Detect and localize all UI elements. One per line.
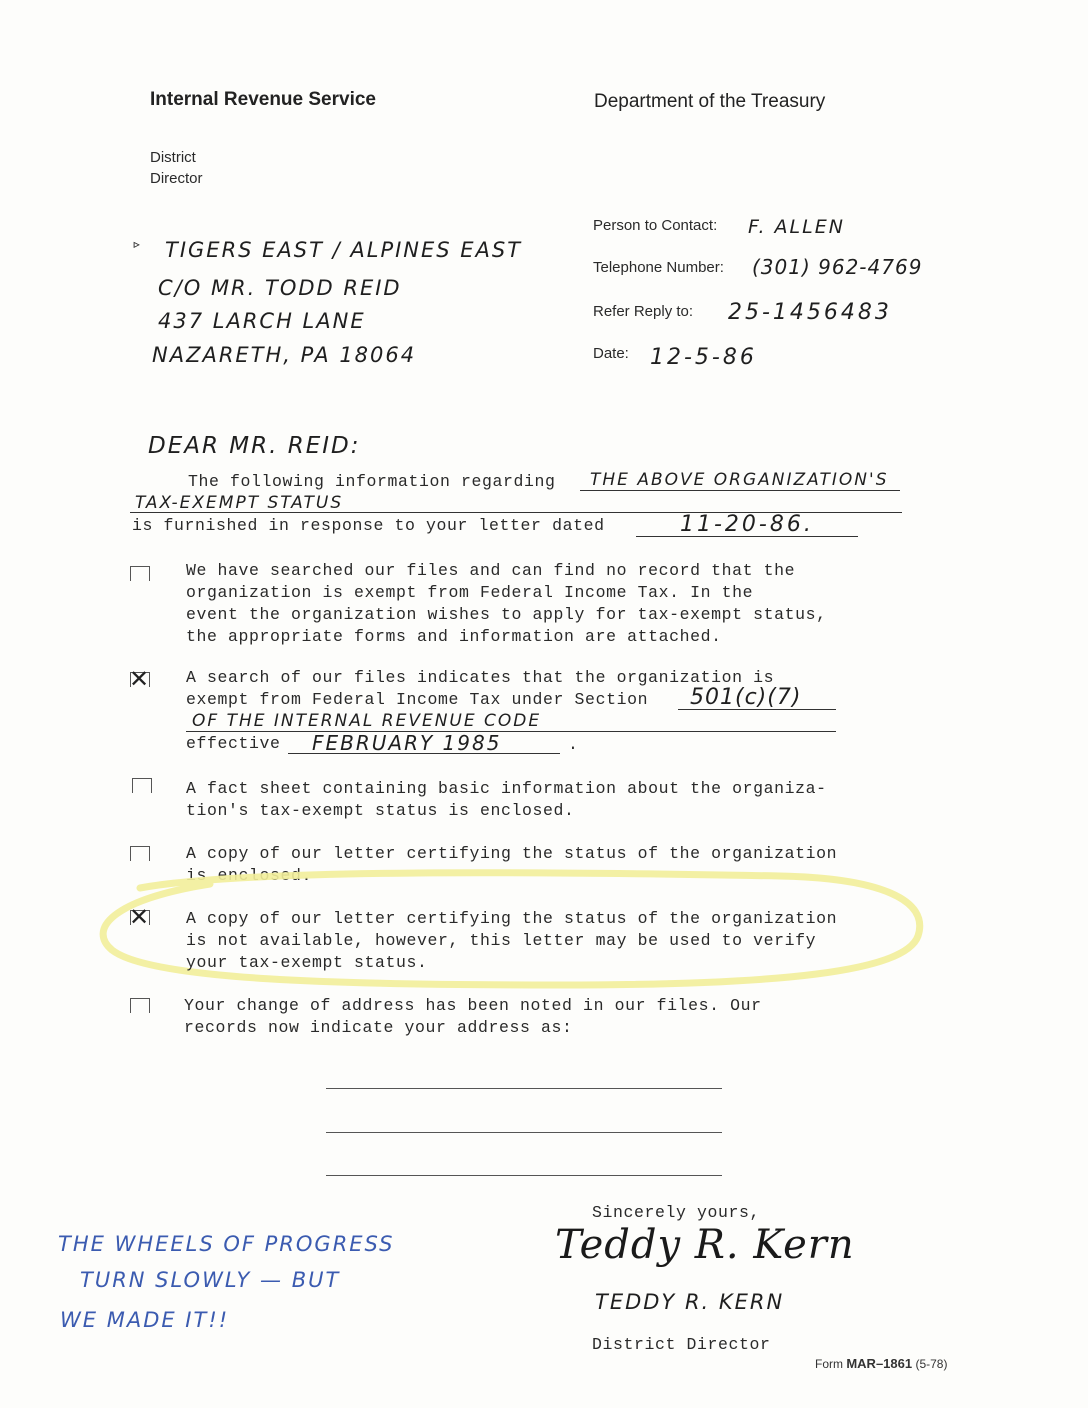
letter-date: 11-20-86. — [680, 512, 814, 537]
effective-label: effective — [186, 734, 281, 753]
option-address-change-text: Your change of address has been noted in our files. Our records now indicate your address as: — [184, 996, 762, 1037]
checkbox-copy-enclosed[interactable] — [130, 846, 150, 861]
address-line-4: NAZARETH, PA 18064 — [152, 343, 417, 367]
checkbox-exempt[interactable] — [129, 665, 150, 693]
option-no-record-text: We have searched our files and can find no record that the organization is exempt from Federal Income Tax. In the event the organization wishes to apply for tax-exempt status, the appropriate forms and information are attached. — [186, 561, 827, 646]
address-line-1: TIGERS EAST / ALPINES EAST — [165, 238, 523, 262]
form-id: MAR–1861 — [846, 1356, 913, 1371]
address-marker: ▹ — [132, 236, 142, 254]
new-address-line-3 — [326, 1175, 722, 1176]
option-fact-sheet-text: A fact sheet containing basic information about the organiza- tion's tax-exempt status is enclosed. — [186, 779, 827, 820]
sincerely: Sincerely yours, — [592, 1203, 761, 1222]
date-value: 12-5-86 — [650, 345, 757, 370]
regarding-underline-1 — [580, 490, 900, 491]
regarding-value-2: TAX-EXEMPT STATUS — [135, 493, 344, 513]
office-line-1: District — [150, 149, 196, 166]
effective-period: . — [568, 735, 579, 754]
note-line-1: THE WHEELS OF PROGRESS — [58, 1232, 395, 1256]
intro-line-1: The following information regarding — [188, 472, 556, 491]
checkbox-copy-unavailable[interactable] — [129, 903, 150, 931]
option-exempt-line-2: exempt from Federal Income Tax under Section — [186, 690, 649, 709]
note-line-3: WE MADE IT!! — [60, 1308, 230, 1332]
form-revision: (5-78) — [915, 1357, 948, 1371]
check-mark-icon: ✕ — [129, 665, 150, 693]
office-line-2: Director — [150, 170, 203, 187]
date-label: Date: — [593, 345, 629, 362]
form-number — [815, 1356, 947, 1371]
check-mark-icon: ✕ — [129, 903, 150, 931]
new-address-line-2 — [326, 1132, 722, 1133]
director-title: District Director — [592, 1335, 771, 1354]
checkbox-no-record[interactable] — [130, 566, 150, 581]
phone-label: Telephone Number: — [593, 259, 724, 276]
option-copy-unavailable-text: A copy of our letter certifying the status of the organization is not available, however, this letter may be used to verify your tax-exempt status. — [186, 909, 838, 972]
new-address-line-1 — [326, 1088, 722, 1089]
checkbox-address-change[interactable] — [130, 998, 150, 1013]
section-value-2: OF THE INTERNAL REVENUE CODE — [192, 711, 542, 731]
refer-value: 25-1456483 — [728, 300, 892, 325]
address-line-2: C/O MR. TODD REID — [158, 276, 402, 300]
agency-name: Internal Revenue Service — [150, 89, 376, 110]
section-underline-2 — [186, 731, 836, 732]
salutation: DEAR MR. REID: — [148, 433, 361, 459]
section-value: 501(c)(7) — [690, 685, 802, 710]
refer-label: Refer Reply to: — [593, 303, 694, 320]
intro-line-3: is furnished in response to your letter dated — [132, 516, 605, 535]
address-line-3: 437 LARCH LANE — [158, 309, 366, 333]
effective-value: FEBRUARY 1985 — [312, 731, 502, 755]
signature: Teddy R. Kern — [555, 1222, 855, 1268]
checkbox-fact-sheet[interactable] — [132, 778, 152, 793]
printed-name: TEDDY R. KERN — [595, 1290, 785, 1314]
regarding-value-1: THE ABOVE ORGANIZATION'S — [590, 470, 889, 490]
person-label: Person to Contact: — [593, 217, 718, 234]
option-exempt-line-1: A search of our files indicates that the organization is — [186, 668, 775, 687]
phone-value: (301) 962-4769 — [752, 255, 923, 279]
person-value: F. ALLEN — [748, 216, 845, 238]
note-line-2: TURN SLOWLY — BUT — [80, 1268, 341, 1292]
option-copy-enclosed-text: A copy of our letter certifying the status of the organization is enclosed. — [186, 844, 838, 885]
form-prefix: Form — [815, 1357, 843, 1371]
department-name: Department of the Treasury — [594, 91, 826, 112]
